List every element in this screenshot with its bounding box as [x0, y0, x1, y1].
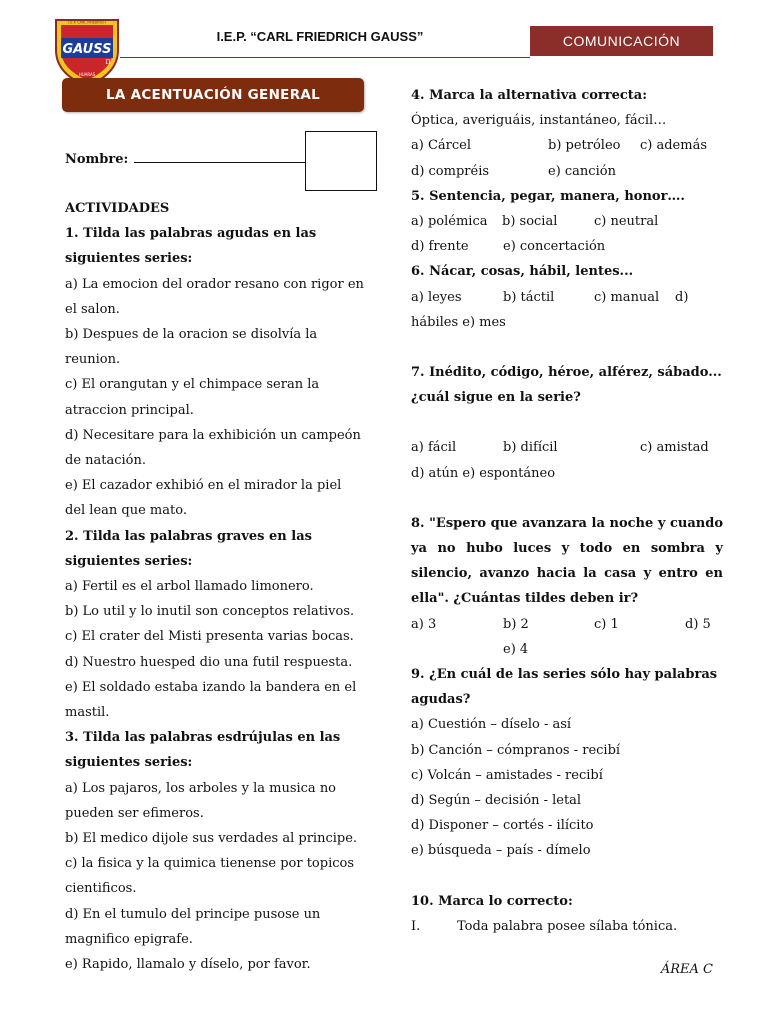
svg-text:π: π: [105, 57, 111, 66]
question-4-title: 4. Marca la alternativa correcta:: [411, 88, 648, 103]
score-box: [305, 131, 377, 191]
name-field[interactable]: [65, 150, 306, 167]
question-1-title: 1. Tilda las palabras agudas en las siguientes series:: [65, 226, 317, 267]
item-text: Toda palabra posee sílaba tónica.: [457, 918, 678, 934]
activities-heading: ACTIVIDADES: [65, 201, 170, 216]
footer-area: ÁREA C: [660, 962, 713, 977]
question-5-options: [411, 209, 723, 234]
option-c[interactable]: c) 1: [594, 616, 619, 632]
option-c[interactable]: c) amistad: [640, 440, 709, 456]
option-b[interactable]: b) 2: [503, 616, 529, 632]
option-e[interactable]: e) canción: [548, 163, 616, 179]
question-8-options: [411, 612, 723, 637]
option-b[interactable]: b) táctil: [503, 289, 555, 305]
school-logo: [52, 14, 122, 88]
option-d[interactable]: d) compréis: [411, 163, 490, 179]
item-number: I.: [411, 918, 421, 934]
svg-text:HUARAS: HUARAS: [78, 72, 96, 77]
question-1-item-e: e) El cazador exhibió en el mirador la piel del lean que mato.: [65, 478, 342, 519]
option-e[interactable]: e) 4: [503, 641, 529, 657]
question-9-item-a[interactable]: a) Cuestión – díselo - así: [411, 717, 572, 733]
left-column: [65, 196, 365, 977]
question-9-item-b[interactable]: b) Canción – cómpranos - recibí: [411, 742, 621, 758]
question-2-title: 2. Tilda las palabras graves en las siguientes series:: [65, 528, 312, 569]
option-a[interactable]: a) polémica: [411, 214, 488, 230]
question-1-item-c: c) El orangutan y el chimpace seran la atraccion principal.: [65, 377, 320, 418]
question-7-options-2[interactable]: d) atún e) espontáneo: [411, 465, 556, 481]
option-a[interactable]: a) 3: [411, 616, 437, 632]
question-3-item-b: b) El medico dijole sus verdades al principe.: [65, 831, 358, 847]
name-underline[interactable]: [134, 150, 306, 163]
option-e[interactable]: e) concertación: [503, 239, 606, 255]
option-a[interactable]: a) leyes: [411, 289, 462, 305]
question-2-item-a: a) Fertil es el arbol llamado limonero.: [65, 579, 314, 595]
worksheet-title: LA ACENTUACIÓN GENERAL: [62, 78, 364, 112]
question-7-subtitle: ¿cuál sigue en la serie?: [411, 390, 581, 406]
option-b[interactable]: b) social: [502, 214, 558, 230]
option-c[interactable]: c) manual: [594, 289, 660, 305]
question-9-item-c[interactable]: c) Volcán – amistades - recibí: [411, 767, 603, 783]
option-c[interactable]: c) neutral: [594, 214, 659, 230]
option-d[interactable]: d) frente: [411, 239, 469, 255]
question-3-item-d: d) En el tumulo del principe pusose un magnifico epigrafe.: [65, 906, 321, 947]
question-1-item-a: a) La emocion del orador resano con rigor en el salon.: [65, 276, 364, 317]
question-10-item-1: [411, 914, 723, 939]
question-1-item-d: d) Necesitare para la exhibición un campeón de natación.: [65, 427, 361, 469]
question-3-item-e: e) Rapido, llamalo y díselo, por favor.: [65, 957, 311, 973]
school-name: I.E.P. “CARL FRIEDRICH GAUSS”: [216, 29, 424, 44]
question-9-item-d[interactable]: d) Según – decisión - letal: [411, 793, 582, 809]
question-3-title: 3. Tilda las palabras esdrújulas en las siguientes series:: [65, 730, 341, 771]
option-a[interactable]: a) Cárcel: [411, 138, 471, 154]
question-10-title: 10. Marca lo correcto:: [411, 893, 573, 909]
option-d[interactable]: d): [675, 289, 689, 305]
question-2-item-c: c) El crater del Misti presenta varias bocas.: [65, 629, 354, 645]
right-column: [411, 83, 723, 939]
question-6-options: [411, 285, 723, 310]
question-9-item-e[interactable]: e) búsqueda – país - dímelo: [411, 843, 591, 859]
question-4-options: [411, 133, 723, 158]
question-6-title: 6. Nácar, cosas, hábil, lentes...: [411, 264, 634, 280]
question-1-item-b: b) Despues de la oracion se disolvía la reunion.: [65, 327, 318, 368]
question-7-title: 7. Inédito, código, héroe, alférez, sábado...: [411, 365, 722, 381]
option-b[interactable]: b) petróleo: [548, 138, 621, 154]
option-b[interactable]: b) difícil: [503, 440, 558, 456]
question-2-item-b: b) Lo util y lo inutil son conceptos relativos.: [65, 604, 355, 620]
question-9-title: 9. ¿En cuál de las series sólo hay palabras agudas?: [411, 667, 718, 708]
question-9-item-d2[interactable]: d) Disponer – cortés - ilícito: [411, 818, 594, 834]
header-divider: [120, 57, 530, 58]
svg-text:GAUSS: GAUSS: [62, 42, 112, 57]
subject-label: COMUNICACIÓN: [530, 26, 713, 56]
question-2-item-d: d) Nuestro huesped dio una futil respuesta.: [65, 654, 353, 670]
question-5-title: 5. Sentencia, pegar, manera, honor….: [411, 188, 685, 204]
question-2-item-e: e) El soldado estaba izando la bandera en el mastil.: [65, 679, 357, 721]
question-4-prompt: Óptica, averiguáis, instantáneo, fácil…: [411, 113, 667, 129]
option-d[interactable]: d) 5: [685, 616, 711, 632]
question-8-title: 8. "Espero que avanzara la noche y cuando ya no hubo luces y todo en sombra y silencio, avanzo hacia la casa y entro en ella". ¿Cuántas tildes deben ir?: [411, 515, 723, 607]
option-c[interactable]: c) además: [640, 138, 707, 154]
name-label: Nombre:: [65, 152, 129, 167]
question-3-item-a: a) Los pajaros, los arboles y la musica no pueden ser efimeros.: [65, 780, 337, 821]
question-6-options-2[interactable]: hábiles e) mes: [411, 314, 506, 330]
svg-text:I.E.P. CARL FRIEDRICH: I.E.P. CARL FRIEDRICH: [68, 20, 106, 25]
question-5-options-2: [411, 234, 723, 259]
option-a[interactable]: a) fácil: [411, 440, 457, 456]
question-4-options-2: [411, 159, 723, 184]
question-3-item-c: c) la fisica y la quimica tienense por topicos cientificos.: [65, 856, 355, 897]
question-7-options: [411, 435, 723, 460]
